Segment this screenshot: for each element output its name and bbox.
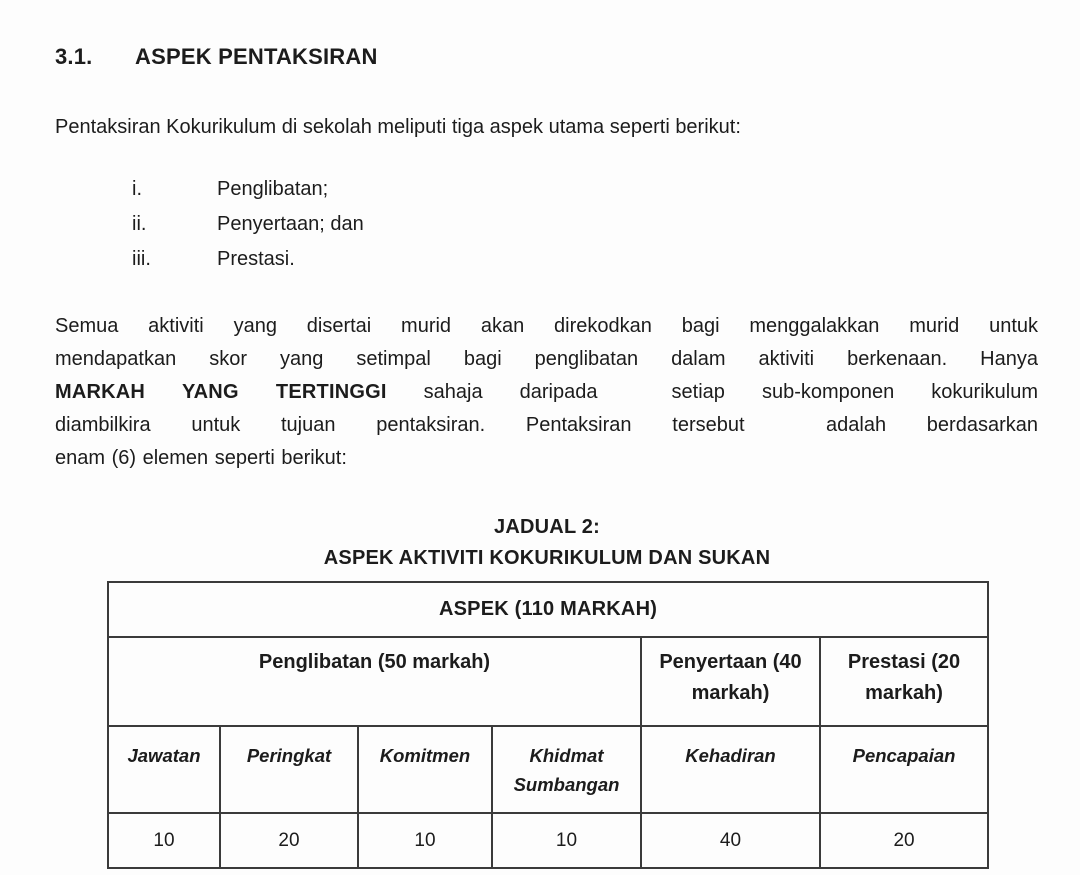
table-row-aspek: [108, 582, 988, 637]
section-heading: [55, 44, 1038, 70]
value-cell-peringkat: 20: [220, 813, 358, 868]
body-paragraph: [55, 310, 1038, 475]
section-title: ASPEK PENTAKSIRAN: [135, 44, 378, 69]
aspek-list: [132, 172, 1038, 277]
paragraph-line: [55, 376, 1038, 409]
paragraph-line: [55, 343, 1038, 376]
line-text: sahaja daripada setiap sub-komponen kokurikulum: [386, 381, 1038, 403]
column-header-kehadiran: Kehadiran: [641, 726, 820, 813]
marks-table: [107, 581, 989, 869]
value-cell-komitmen: 10: [358, 813, 492, 868]
group-header-prestasi: Prestasi (20 markah): [820, 637, 988, 726]
list-item: [132, 207, 1038, 242]
list-text: Penglibatan;: [217, 178, 329, 200]
caption-line-1: JADUAL 2:: [494, 516, 600, 538]
list-item: [132, 172, 1038, 207]
paragraph-line: [55, 409, 1038, 442]
line-text: enam (6) elemen seperti berikut:: [55, 447, 347, 469]
column-header-khidmat-sumbangan: Khidmat Sumbangan: [492, 726, 641, 813]
bold-emphasis: MARKAH YANG TERTINGGI: [55, 381, 387, 403]
list-item: [132, 242, 1038, 277]
list-numeral: ii.: [132, 213, 147, 235]
list-numeral: i.: [132, 178, 142, 200]
table-row-groups: [108, 637, 988, 726]
group-header-penyertaan: Penyertaan (40 markah): [641, 637, 820, 726]
paragraph-line: [55, 310, 1038, 343]
paragraph-line: [55, 442, 1038, 475]
section-number: 3.1.: [55, 44, 93, 69]
value-cell-khidmat-sumbangan: 10: [492, 813, 641, 868]
value-cell-jawatan: 10: [108, 813, 220, 868]
caption-line-2: ASPEK AKTIVITI KOKURIKULUM DAN SUKAN: [323, 547, 771, 569]
intro-paragraph: Pentaksiran Kokurikulum di sekolah meliputi tiga aspek utama seperti berikut:: [55, 116, 741, 138]
line-text: Semua aktiviti yang disertai murid akan direkodkan bagi menggalakkan murid untuk: [55, 315, 1038, 337]
table-caption: [107, 512, 987, 574]
column-header-jawatan: Jawatan: [108, 726, 220, 813]
line-text: mendapatkan skor yang setimpal bagi penglibatan dalam aktiviti berkenaan. Hanya: [55, 348, 1038, 370]
list-numeral: iii.: [132, 248, 151, 270]
aspek-header-cell: ASPEK (110 MARKAH): [108, 582, 988, 637]
list-text: Prestasi.: [217, 248, 295, 270]
column-header-pencapaian: Pencapaian: [820, 726, 988, 813]
column-header-peringkat: Peringkat: [220, 726, 358, 813]
table-row-values: [108, 813, 988, 868]
column-header-komitmen: Komitmen: [358, 726, 492, 813]
value-cell-kehadiran: 40: [641, 813, 820, 868]
list-text: Penyertaan; dan: [217, 213, 364, 235]
group-header-penglibatan: Penglibatan (50 markah): [108, 637, 641, 726]
line-text: diambilkira untuk tujuan pentaksiran. Pentaksiran tersebut adalah berdasarkan: [55, 414, 1038, 436]
table-row-columns: [108, 726, 988, 813]
value-cell-pencapaian: 20: [820, 813, 988, 868]
